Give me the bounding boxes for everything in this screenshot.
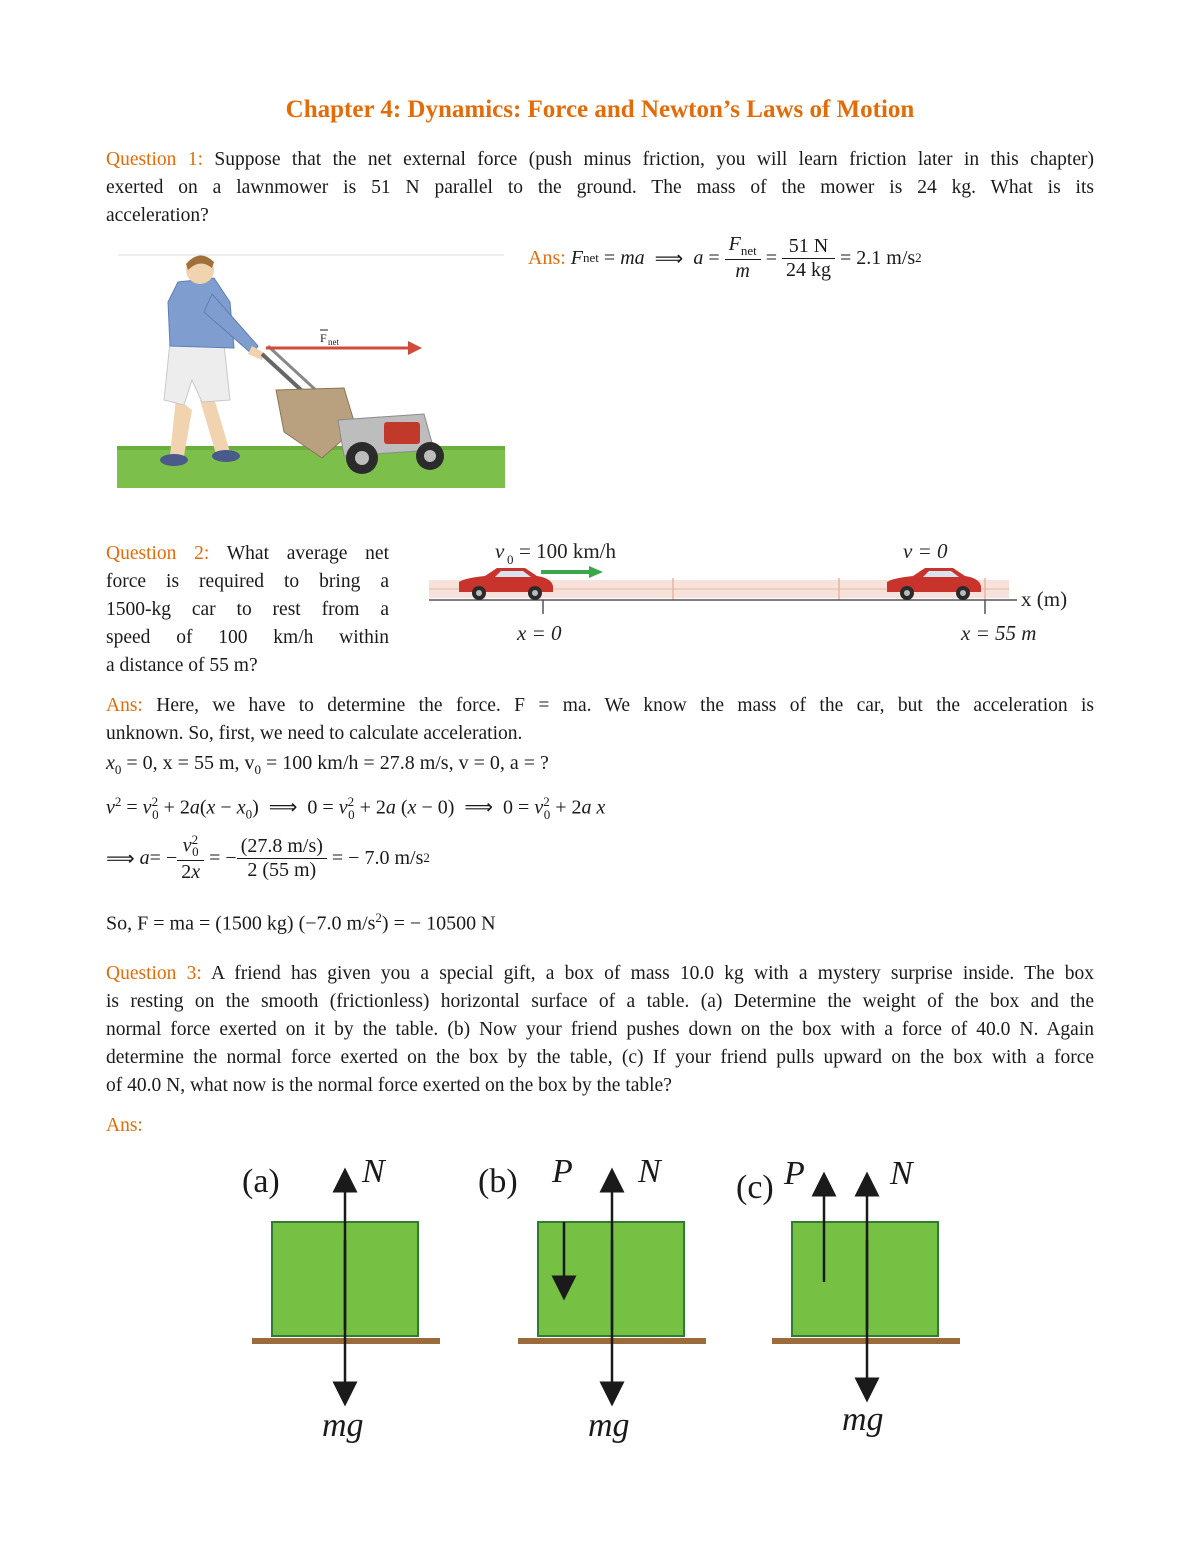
q2-force-result: So, F = ma = (1500 kg) (−7.0 $m/s^2$) = − 10500 N: [106, 910, 496, 935]
q3-line4: determine the normal force exerted on the box by the table, (c) If your friend pulls upward on the box with a force: [106, 1047, 1094, 1068]
q1-answer: Ans: F net = ma ⟹ a = $\frac{F_{net}}{m}$ = $\frac{51 N}{24 kg}$ = 2.1 m/s 2: [528, 233, 922, 282]
q1-mass-value: 24 kg: [785, 258, 831, 281]
diagram-c: [736, 1155, 960, 1438]
svg-text:N: N: [890, 1155, 913, 1192]
q2-ans-line1: Ans: Here, we have to determine the force. F = ma. We know the mass of the car, but the acceleration is: [106, 695, 1095, 716]
car-diagram: [425, 534, 1085, 646]
q2-line1: Question 2: What average net: [106, 543, 389, 564]
x55-label: x = 55 m: [961, 621, 1037, 645]
q1-label: Question 1:: [106, 149, 203, 170]
q2-line4: speed of 100 km/h within: [106, 627, 389, 648]
v-end-label: v = 0: [903, 539, 948, 563]
diagram-a: [242, 1153, 440, 1444]
q2-line2: force is required to bring a: [106, 571, 389, 592]
x0-label: x = 0: [517, 621, 562, 645]
q3-ans-label: Ans:: [106, 1115, 143, 1136]
svg-text:mg: mg: [588, 1407, 630, 1444]
svg-text:(b): (b): [478, 1163, 518, 1200]
q2-kinematics-eq: $v^2 = v^2_0 + 2a(x - x_0)$ ⟹ $0 = v^2_0 + 2a$ (x − 0) ⟹ $0 = v^2_0 + 2a$ x: [106, 794, 606, 822]
q1-result: = 2.1 m/s: [839, 246, 916, 269]
q3-label: Question 3:: [106, 963, 202, 984]
v0-value: = 100 km/h: [519, 539, 617, 563]
f-net-label: F: [320, 331, 327, 345]
q3-line3: normal force exerted on it by the table. (b) Now your friend pushes down on the box with a force of 40.0 N. Again: [106, 1019, 1094, 1040]
q1-line3: acceleration?: [106, 205, 209, 226]
q1-ans-label: Ans:: [528, 246, 566, 269]
svg-text:(a): (a): [242, 1163, 280, 1200]
lawnmower-figure: [112, 250, 508, 490]
diagram-b: [478, 1153, 706, 1444]
q2-acceleration-eq: ⟹ a = − $\frac{v^2_0}{2x}$ = − $\frac{(27.8 m/s)}{2 (55 m)}$ = − 7.0 m/s 2: [106, 831, 430, 884]
q2-label: Question 2:: [106, 543, 210, 564]
q3-line2: is resting on the smooth (frictionless) horizontal surface of a table. (a) Determine the weight of the box and the: [106, 991, 1094, 1012]
page-title: Chapter 4: Dynamics: Force and Newton’s Laws of Motion: [285, 96, 915, 123]
v0-label: v: [495, 539, 505, 563]
svg-text:P: P: [552, 1153, 573, 1190]
q3-line5: of 40.0 N, what now is the normal force exerted on the box by the table?: [106, 1075, 672, 1096]
q2-line3: 1500-kg car to rest from a: [106, 599, 389, 620]
q2-ans-label: Ans:: [106, 695, 143, 716]
svg-text:N: N: [638, 1153, 661, 1190]
svg-text:N: N: [362, 1153, 385, 1190]
axis-label: x (m): [1021, 587, 1068, 611]
svg-text:0: 0: [507, 552, 514, 567]
svg-text:P: P: [784, 1155, 805, 1192]
q1-line1: Question 1: Suppose that the net external force (push minus friction, you will learn friction later in this chapter): [106, 149, 1094, 170]
free-body-diagrams: [230, 1140, 970, 1450]
q1-line2: exerted on a lawnmower is 51 N parallel to the ground. The mass of the mower is 24 kg. What is its: [106, 177, 1094, 198]
svg-text:(c): (c): [736, 1169, 774, 1206]
q2-given: $x_0 = 0$, x = 55 m, $v_0 = 100$ km/h = 27.8 m/s, v = 0, a = ?: [106, 752, 549, 777]
svg-text:mg: mg: [842, 1401, 884, 1438]
q2-line5: a distance of 55 m?: [106, 655, 258, 676]
q2-ans-line2: unknown. So, first, we need to calculate acceleration.: [106, 723, 523, 744]
q3-line1: Question 3: A friend has given you a special gift, a box of mass 10.0 kg with a mystery surprise inside. The box: [106, 963, 1094, 984]
svg-text:mg: mg: [322, 1407, 364, 1444]
svg-text:net: net: [328, 337, 339, 347]
q1-force-value: 51 N: [782, 235, 835, 259]
